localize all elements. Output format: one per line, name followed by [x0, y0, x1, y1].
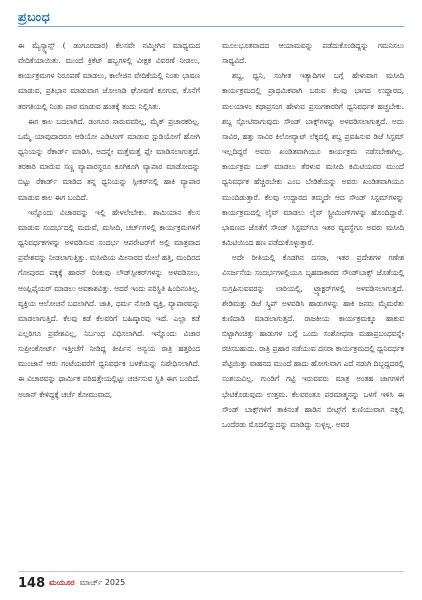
- paragraph: ಶಬ್ದ, ಧ್ವನಿ, ಸಂಗೀತ ಇತ್ಯಾದಿಗಳ ಬಗ್ಗೆ ಹೇಳುವಾಗ ಮಸೀದಿ ಕಾರ್ಯಕ್ರಮದಲ್ಲಿ ಪ್ರಾಥಮಿಕವಾಗಿ ಬರುವ ಕೆಲವು ಭಾಗದ ಉದ್ದಾರದ, ಮಲಯಾಳಂ ಕಥಾಪ್ರಸಂಗ ಹೇಳುವ ಪ್ರಸಂಗಕಾರರಿಗೆ ಧ್ವನಿವರ್ಧಕ ಹಚ್ಚಬೇಕು. ಶಬ್ದ ಸ್ಪೋಟಿವಾಗುವುದು ಸೌಂಡ್ ಬಾಕ್ಸ್‌ಗಳನ್ನು ಅಳವಡಿಸಲಾಗುತ್ತದೆ. ಅದು ಸಾವಿರ, ಹತ್ತು ಸಾವಿರ ಕಿಲೋವ್ಯಾಟ್ ಲೆಕ್ಕದಲ್ಲಿ ಶಬ್ದ ಪ್ರವಹಿಸುವ ಡಿಜೆ ಸಿಸ್ಟಮ್ ಇಲ್ಲದಿದ್ದರೆ ಅವರು ಖಂಡಿತವಾಗಿಯೂ ಕಾರ್ಯಕ್ರಮ ನಡೆಸಬೇಕಾಗಿಲ್ಲ. ಕಾರ್ಯಕ್ರಮ ಬುಕ್ ಮಾಡಲು ತೆರಳುವ ಮಸೀದಿ ಕಮಿಟಿಯವರ ಮುಂದೆ ಧ್ವನಿವರ್ಧಕ ಹೆಚ್ಚಿರಬೇಕು ಎಂಬ ಬೇಡಿಕೆಯನ್ನು ಅವರು ಖಂಡಿತವಾಗಿಯೂ ಮುಂದಿಡುತ್ತಾರೆ. ಕೆಲವು ಉದ್ದಾರದ ತಮ್ಮದೇ ಆದ ಸೌಂಡ್ ಸಿಸ್ಟಮ್‌ಗಳನ್ನು ಕಾರ್ಯಕ್ರಮದಲ್ಲಿ ಲೈವ್ ಮಾಡಲು ಲೈವ್ ಸ್ಟ್ರೀಮಿಂಗ್‌ಗಳನ್ನು ಹೊಂದಿದ್ದಾರೆ. ಭಾಷಣದ ಜೊತೆಗೆ ಸೌಂಡ್ ಸಿಸ್ಟಮ್‌ಗೂ ಇತರ ವ್ಯವಸ್ಥೆಗೂ ಅವರು ಮಸೀದಿ ಕಮಿಟಿಯಿಂದ ಹಣ ಪಡೆದುಕೊಳ್ಳುತ್ತಾರೆ.: [222, 71, 404, 248]
- magazine-name: ಮಯೂರ: [49, 578, 75, 587]
- issue-date: ಮಾರ್ಚ್ 2025: [79, 578, 126, 587]
- paragraph: ಅದೇ ರೀತಿಯಲ್ಲಿ ಕೊಡಗಿನ ದಸರಾ, ಇತರ ಪ್ರದೇಶಗಳ ಗಣೇಶ ವಿಸರ್ಜನೆಯ ಸಂದರ್ಭಗಳಲ್ಲಿಯೂ ಬೃಹದಾಕಾರದ ಸೌಂಡ್‌ಬಾಕ್ಸ್ ಜೊತೆಯಲ್ಲಿ ಸುಗ್ರಹಿಸುವವರನ್ನು ಲಾರಿಯಲ್ಲಿ, ಟ್ರ್ಯಾಕ್ಟರ್‌ಗಳಲ್ಲಿ ಅಳವಡಿಸಲಾಗುತ್ತದೆ. ಶೇಡಿಮತ್ತು ಡಿಜೆ ಸ್ಕ್ರಿಪ್ ಅಳವಡಿಸಿ ಹಾಡುಗಳನ್ನು ಹಾಕಿ ಜನರು ಮೈಮರೆತು ಕುಣಿದಾಡಿ ಮಾಡಲಾಗುತ್ತದೆ. ರಾಜಕೀಯ ಕಾರ್ಯಕ್ರಮಕ್ಕೂ ಹಾಕುವ ಬಿಟ್ಟಾಗಿಂಚಿತ್ತು ಹಾಡುಗಳ ಬಗ್ಗೆ ಒಂದು ಸಂಶೋಧನಾ ಮಹಾಪ್ರಬಂಧವನ್ನೇ ರಚಿಸಬಹುದು. ರಾತ್ರಿ ಪ್ರಹಾರ ನಡೆಯುವ ದಸರಾ ಕಾರ್ಯಕ್ರಮದಲ್ಲಿ ಧ್ವನಿವರ್ಧಕ ಪೆಟ್ಟಿಯಿತ್ತು ವಾಹನದ ಮುಂದೆ ಹಾದು ಹೋಗುವಾಗ ಎದೆ ನಡುಗಿ ದಿಬ್ಬದ್ದದರಲ್ಲಿ ಸಂಶಯವಿಲ್ಲ. ಗುಂಡಿಗೆ ಗಟ್ಟಿ ಇರುವವರು ಮಾತ್ರ ಅಂತಹ ಜಾಗಗಳಿಗೆ ಭೇಟಿಕೊಡುವುದು ಉತ್ತಮ. ಕೆಲವರಂತೂ ಪರಮಾತ್ಮನನ್ನು ಒಳಗೆ ಇಳಿಸಿ ಈ ಸೌಂಡ್ ಬಾಕ್ಸ್‌ಗಳಿಗೆ ತಾಕಿನಂತೆ ಹಾಡಿನ ಬೀಟ್ಸ್‌ಗೆ ಕುಣಿಯುವಾಗ ನಕ್ಕಲ್ಲಿ ಒಂದೆರಡು ಮೊದಲಿದ್ದುದನ್ನು ಮಾಡಿದ್ದು ಸುಳ್ಳಲ್ಲ. ಅವರ: [222, 253, 404, 429]
- section-title: ಪ್ರಬಂಧ: [18, 9, 51, 24]
- page-footer: [18, 574, 125, 592]
- paragraph: ಇನ್ನೊಂದು ವಿಚಾರವನ್ನು ಇಲ್ಲಿ ಹೇಳಲೇಬೇಕು. ಶಾಮಿಯಾನ ಕೆಲಸ ಮಾಡುವ ಸಂದರ್ಭದಲ್ಲಿ ಮದುವೆ, ಮಸೀದಿ, ಚರ್ಚ್‌ಗಳಲ್ಲಿ ಕಾರ್ಯಕ್ರಮಗಳಿಗೆ ಧ್ವನಿವರ್ಧಕಗಳನ್ನು ಅಳವಡಿಸುವ ಸಂದರ್ಭ ಆಪರೇಟರ್‌ಗೆ ಅಲ್ಲಿ ಮಾತ್ರವಾದ ಪ್ರವೇಶವನ್ನು ನೀಡಲಾಗುತ್ತಿತ್ತು. ಮಸೀದಿಯ ಮೀನಾರದ ಮೇಲೆ ಹತ್ತಿ, ಮಂದಿರದ ಗೋಪುರದ ಪಕ್ಕಕ್ಕೆ ಹಾರನ್ ರಿಂಕುವು ಲೌಡ್‌ಸ್ಪೀಕರ್‌ಗಳನ್ನು ಅಳವಡಿಸಲು, ಆಂಪ್ಲಿಫೈಯರ್ ಮಾಡಲು ಅವಕಾಶವಿತ್ತು. ಆದರೆ ಇಂದು ಪರಿಸ್ಥಿತಿ ಹಿಂದಿನಂತಿಲ್ಲ. ವ್ಯಕ್ತಿಯ ಆಲೋಚನೆ ಬದಲಾಗಿದೆ. ಜಾತಿ, ಧರ್ಮ ನೋಡಿ ವ್ಯಕ್ತಿ, ವ್ಯಾಪಾರವನ್ನು ಮಾಡಲಾಗುತ್ತಿದೆ. ಕೆಲವು ಕಡೆ ಕೆಲವರಿಗೆ ಬಹಿಷ್ಕಾರವು ಇದೆ. ಎಲ್ಲಾ ಕಡೆ ಎಲ್ಲರಿಗೂ ಪ್ರವೇಶವಿಲ್ಲ, ನಿರ್ಬಂಧ ವಿಧಿಸಲಾಗಿದೆ. ಇನ್ನೊಂದು ವಿಚಾರ ಸುಪ್ರೀಂಕೋರ್ಟ್ ಇತ್ತೀಚೆಗೆ ನೀಡಿದ್ದ ತೀರ್ಪಿನ ಅನ್ವಯ ರಾತ್ರಿ ಹತ್ತರಿಂದ ಮುಂಜಾನೆ ಆರು ಗಂಟೆಯವರೆಗೆ ಧ್ವನಿವರ್ಧಕ ಬಳಕೆಯನ್ನು ನಿಷೇಧಿಸಲಾಗಿದೆ. ಈ ವಿಚಾರವನ್ನು ಧಾರ್ಮಿಕ ಪರಿಷತ್ತೇಯಲ್ಲಿಟ್ಟು ಚರ್ಚಿಸುವ ಸ್ಥಿತಿ ಈಗ ಬಂದಿದೆ. ಅಜಾನ್ ಕೇಳಿದ್ದಕ್ಕೆ ಚರ್ಚೆ ಕೋಮುವಾದ,: [18, 207, 200, 399]
- section-header: [18, 6, 50, 28]
- paragraph: ಈಗ ಕಾಲ ಬದಲಾಗಿದೆ. ಡಂಗೂರ ಸಾರುವವರಿಲ್ಲ, ಮೈಕ್ ಪ್ರಚಾರಕರಿಲ್ಲ. ಒಮ್ಮೆ ಯಾವುದಾದರೂ ಆಡಿಯೋ ಎಡಿಟಿಂಗ್ ಮಾಡುವ ಸ್ಟುಡಿಯೋಗೆ ಹೋಗಿ ಧ್ವನಿಯನ್ನು ರೆಕಾರ್ಡ್ ಮಾಡಿಸಿ, ಅದನ್ನೇ ಮತ್ತೆಮತ್ತೆ ಪ್ಲೇ ಮಾಡಿಸಲಾಗುತ್ತದೆ. ತರಕಾರಿ ಮಾರುವ ಸಣ್ಣ ವ್ಯಾಪಾರಸ್ಥರೂ ಕೂಗಿಕೂಗಿ ವ್ಯಾಪಾರ ಮಾಡೋದನ್ನು ಬಿಟ್ಟು ರೆಕಾರ್ಡ್ ಮಾಡಿದ ತನ್ನ ಧ್ವನಿಯನ್ನು ಸ್ಪೀಕರ್‌ನಲ್ಲಿ ಹಾಕಿ ವ್ಯಾಪಾರ ಮಾಡುವ ಕಾಲ ಈಗ ಬಂದಿದೆ.: [18, 116, 200, 202]
- page-number: 148: [18, 575, 46, 591]
- paragraph: ಈ ಮ್ಯೆಸ್ಯ್ಮಾನ್ಸ್ ( ಡಂಗೂರದಾರ) ಕೆಲಸವೇ ನಮ್ಮೀಗಿನ ಮಾಧ್ಯಮದ ವೇದಿಕೆಯಾಯಿತು. ಮುಂದೆ ಕ್ರಿಕೆಟ್ ಹಬ್ಬಗಳಲ್ಲಿ ವೀಕ್ಷಕ ವಿವರಣೆ ನೀಡಲು, ಕಾರ್ಯಕ್ರಮಗಳ ನಿರೂಪಣೆ ಮಾಡಲು, ಕಾಲೇಜಿನ ವೇದಿಕೆಯಲ್ಲಿ ನಿಂತು ಭಾಷಣ ಮಾಡುವ, ಪ್ರತಿಭಾನ ಮಾಡುವಾಗ ಜೋಲಾಡಿ ಘೋಷಣೆ ಕೂಗುವ, ಕೊನೆಗೆ ತರಗತಿಯಲ್ಲಿ ನಿಂತು ಪಾಠ ಮಾಡುವ ಹಂತಕ್ಕೆ ತಂದು ನಿಲ್ಲಿಸಿತು.: [18, 41, 200, 111]
- footer-divider: [18, 571, 404, 572]
- right-column: [222, 38, 404, 568]
- paragraph: ಮೂಲಭೂತವಾದದ ಆಯಾಮವನ್ನು ಪಡೆದುಕೊಂಡಿದ್ದನ್ನು ಗಮನಿಸಲು ಸಾಧ್ಯವಿದೆ.: [222, 41, 404, 66]
- left-column: [18, 38, 200, 568]
- header-divider: [18, 26, 404, 27]
